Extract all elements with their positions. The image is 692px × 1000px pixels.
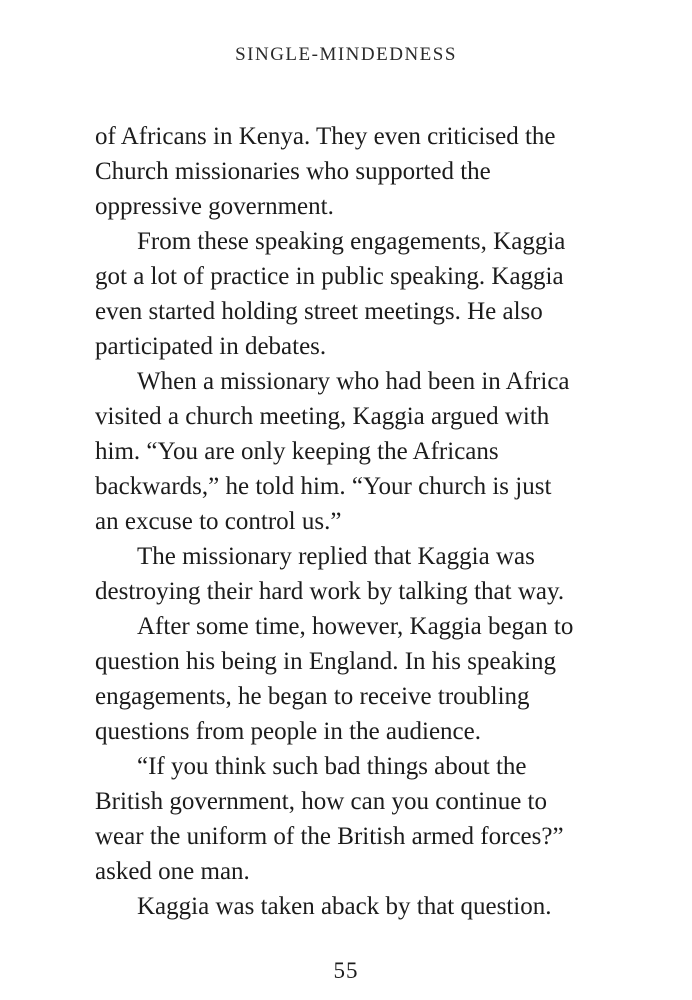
text-line: asked one man. [95,858,250,885]
paragraph-first-line: When a missionary who had been in Africa [137,368,570,395]
text-line: questions from people in the audience. [95,718,481,745]
body-text [95,119,595,924]
text-line: oppressive government. [95,193,334,220]
paragraph-first-line: “If you think such bad things about the [137,753,527,780]
text-line: of Africans in Kenya. They even criticised the [95,123,556,150]
text-line: wear the uniform of the British armed forces?” [95,823,564,850]
text-line: backwards,” he told him. “Your church is just [95,473,552,500]
paragraph-first-line: The missionary replied that Kaggia was [137,543,535,570]
text-line: participated in debates. [95,333,327,360]
text-line: him. “You are only keeping the Africans [95,438,499,465]
page-number: 55 [333,958,359,983]
text-line: destroying their hard work by talking that way. [95,578,565,605]
text-line: got a lot of practice in public speaking. Kaggia [95,263,564,290]
text-line: engagements, he began to receive troubling [95,683,530,710]
text-line: question his being in England. In his speaking [95,648,557,675]
running-head: SINGLE-MINDEDNESS [235,44,457,65]
text-line: Church missionaries who supported the [95,158,491,185]
paragraph-first-line: Kaggia was taken aback by that question. [137,893,552,920]
text-line: British government, how can you continue to [95,788,548,815]
text-line: even started holding street meetings. He also [95,298,543,325]
paragraph-first-line: From these speaking engagements, Kaggia [137,228,566,255]
text-line: visited a church meeting, Kaggia argued with [95,403,550,430]
paragraph-first-line: After some time, however, Kaggia began to [137,613,574,640]
text-line: an excuse to control us.” [95,508,342,535]
